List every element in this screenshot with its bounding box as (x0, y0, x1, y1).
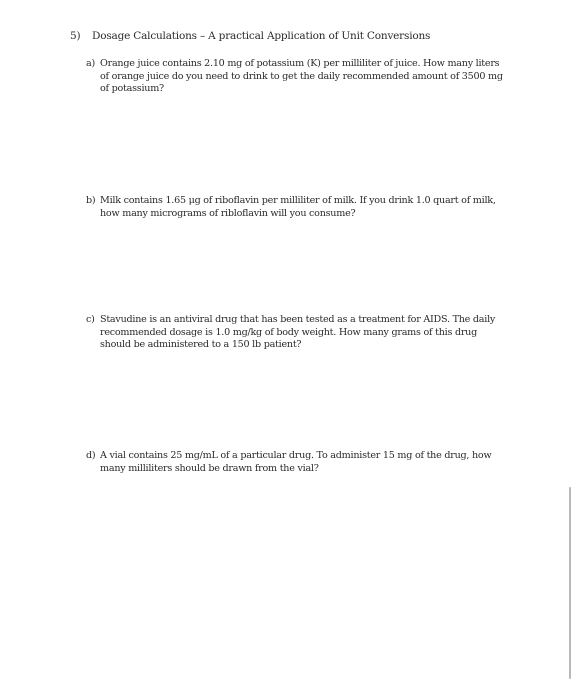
question-text: Milk contains 1.65 μg of riboflavin per milliliter of milk. If you drink 1.0 quart of milk, how many micrograms of ribloflavin will you consume? (100, 195, 496, 219)
question-text: Orange juice contains 2.10 mg of potassium (K) per milliliter of juice. How many liters of orange juice do you need to drink to get the daily recommended amount of 3500 mg of potassium? (100, 58, 503, 94)
question-text: A vial contains 25 mg/mL of a particular drug. To administer 15 mg of the drug, how many milliliters should be drawn from the vial? (100, 450, 492, 474)
question-text: Stavudine is an antiviral drug that has been tested as a treatment for AIDS. The daily recommended dosage is 1.0 mg/kg of body weight. How many grams of this drug should be administered to a 150 lb patient? (100, 314, 496, 350)
section-title: Dosage Calculations – A practical Application of Unit Conversions (92, 30, 431, 42)
question-c (86, 314, 506, 352)
question-letter: a) (86, 58, 95, 69)
question-letter: d) (86, 450, 96, 461)
section-heading (70, 30, 430, 42)
question-letter: c) (86, 314, 95, 325)
section-number: 5) (70, 30, 81, 42)
question-d (86, 450, 506, 475)
question-a (86, 58, 506, 96)
question-b (86, 195, 506, 220)
question-letter: b) (86, 195, 96, 206)
vertical-scrollbar[interactable] (569, 487, 571, 679)
